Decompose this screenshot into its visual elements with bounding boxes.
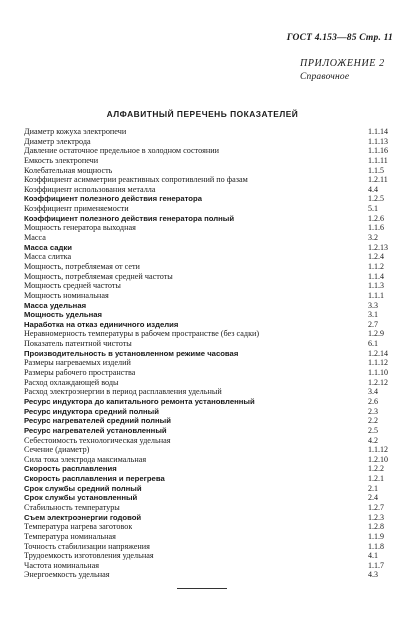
indicator-name: Скорость расплавления и перегрева xyxy=(24,474,165,484)
indicator-section-number: 1.2.1 xyxy=(368,474,384,484)
indicator-section-number: 3.2 xyxy=(368,233,378,243)
list-item xyxy=(24,503,396,513)
indicator-section-number: 1.2.2 xyxy=(368,464,384,474)
list-item xyxy=(24,407,396,417)
indicator-name: Мощность, потребляемая от сети xyxy=(24,261,140,271)
indicator-section-number: 1.1.16 xyxy=(368,146,388,156)
list-item xyxy=(24,416,396,426)
indicator-section-number: 1.1.7 xyxy=(368,560,384,570)
list-item xyxy=(24,243,396,253)
list-item xyxy=(24,570,396,580)
indicator-name: Производительность в установленном режиме часовая xyxy=(24,348,239,358)
list-item xyxy=(24,214,396,224)
list-item xyxy=(24,464,396,474)
list-item xyxy=(24,320,396,330)
indicator-section-number: 2.5 xyxy=(368,425,378,435)
list-item xyxy=(24,397,396,407)
indicator-name: Наработка на отказ единичного изделия xyxy=(24,319,179,329)
list-item xyxy=(24,127,396,137)
indicator-name: Масса удельная xyxy=(24,300,87,310)
indicator-section-number: 1.2.10 xyxy=(368,454,388,464)
list-item xyxy=(24,194,396,204)
page-title: АЛФАВИТНЫЙ ПЕРЕЧЕНЬ ПОКАЗАТЕЛЕЙ xyxy=(106,109,299,119)
indicator-section-number: 3.1 xyxy=(368,310,378,320)
list-item xyxy=(24,532,396,542)
indicator-name: Ресурс индуктора средний полный xyxy=(24,406,159,416)
indicator-section-number: 1.2.9 xyxy=(368,329,384,339)
appendix-title: ПРИЛОЖЕНИЕ 2 xyxy=(300,58,385,69)
indicator-section-number: 1.1.1 xyxy=(368,290,384,300)
list-item xyxy=(24,445,396,455)
indicator-name: Мощность средней частоты xyxy=(24,281,121,291)
indicator-section-number: 1.2.3 xyxy=(368,512,384,522)
indicator-section-number: 1.1.12 xyxy=(368,445,388,455)
indicator-name: Ресурс индуктора до капитального ремонта установленный xyxy=(24,396,255,406)
indicator-section-number: 1.2.11 xyxy=(368,175,388,185)
indicator-section-number: 2.2 xyxy=(368,416,378,426)
indicator-section-number: 4.3 xyxy=(368,570,378,580)
indicator-name: Температура номинальная xyxy=(24,531,116,541)
indicator-name: Размеры нагреваемых изделий xyxy=(24,358,131,368)
list-item xyxy=(24,204,396,214)
indicator-section-number: 1.2.4 xyxy=(368,252,384,262)
indicator-name: Съем электроэнергии годовой xyxy=(24,512,142,522)
indicator-section-number: 3.3 xyxy=(368,300,378,310)
list-item xyxy=(24,368,396,378)
indicator-name: Сечение (диаметр) xyxy=(24,445,90,455)
indicator-name: Мощность генератора выходная xyxy=(24,223,136,233)
indicator-name: Стабильность температуры xyxy=(24,502,120,512)
indicator-name: Частота номинальная xyxy=(24,560,99,570)
indicator-name: Мощность номинальная xyxy=(24,290,109,300)
indicator-section-number: 1.1.12 xyxy=(368,358,388,368)
indicator-section-number: 6.1 xyxy=(368,339,378,349)
list-item xyxy=(24,166,396,176)
list-item xyxy=(24,474,396,484)
indicator-section-number: 1.1.2 xyxy=(368,261,384,271)
indicator-section-number: 4.4 xyxy=(368,184,378,194)
indicator-name: Себестоимость технологическая удельная xyxy=(24,435,171,445)
list-item xyxy=(24,522,396,532)
list-item xyxy=(24,513,396,523)
indicator-section-number: 1.2.14 xyxy=(368,348,388,358)
list-item xyxy=(24,156,396,166)
indicator-section-number: 1.1.14 xyxy=(368,127,388,136)
indicator-section-number: 1.2.7 xyxy=(368,502,384,512)
indicator-name: Коэффициент применяемости xyxy=(24,204,129,214)
indicator-section-number: 1.1.3 xyxy=(368,281,384,291)
indicator-section-number: 1.1.5 xyxy=(368,165,384,175)
indicator-name: Энергоемкость удельная xyxy=(24,570,110,580)
indicator-name: Коэффициент использования металла xyxy=(24,184,156,194)
indicator-section-number: 1.2.8 xyxy=(368,522,384,532)
indicator-section-number: 1.2.12 xyxy=(368,377,388,387)
list-item xyxy=(24,175,396,185)
list-item xyxy=(24,262,396,272)
list-item xyxy=(24,252,396,262)
indicator-section-number: 1.1.8 xyxy=(368,541,384,551)
list-item xyxy=(24,493,396,503)
indicator-section-number: 1.1.13 xyxy=(368,136,388,146)
index-list xyxy=(24,127,396,580)
indicator-name: Ресурс нагревателей установленный xyxy=(24,425,167,435)
indicator-section-number: 4.1 xyxy=(368,551,378,561)
indicator-name: Температура нагрева заготовок xyxy=(24,522,133,532)
list-item xyxy=(24,378,396,388)
indicator-name: Масса xyxy=(24,233,46,243)
indicator-name: Давление остаточное предельное в холодном состоянии xyxy=(24,146,219,156)
indicator-name: Расход электроэнергии в период расплавления удельный xyxy=(24,387,222,397)
list-item xyxy=(24,551,396,561)
indicator-name: Показатель патентной чистоты xyxy=(24,339,132,349)
indicator-name: Диаметр кожуха электропечи xyxy=(24,127,127,136)
list-item xyxy=(24,301,396,311)
indicator-name: Ресурс нагревателей средний полный xyxy=(24,416,171,426)
list-item xyxy=(24,291,396,301)
indicator-name: Масса садки xyxy=(24,242,72,252)
list-item xyxy=(24,387,396,397)
indicator-section-number: 1.2.6 xyxy=(368,213,384,223)
indicator-name: Колебательная мощность xyxy=(24,165,113,175)
indicator-section-number: 1.1.10 xyxy=(368,368,388,378)
appendix-label xyxy=(300,58,385,82)
indicator-name: Размеры рабочего пространства xyxy=(24,368,136,378)
list-item xyxy=(24,233,396,243)
indicator-section-number: 2.3 xyxy=(368,406,378,416)
indicator-section-number: 4.2 xyxy=(368,435,378,445)
indicator-section-number: 2.4 xyxy=(368,493,378,503)
indicator-name: Масса слитка xyxy=(24,252,72,262)
list-item xyxy=(24,185,396,195)
list-item xyxy=(24,137,396,147)
indicator-name: Точность стабилизации напряжения xyxy=(24,541,150,551)
list-item xyxy=(24,436,396,446)
indicator-section-number: 1.2.13 xyxy=(368,242,388,252)
list-item xyxy=(24,484,396,494)
list-item xyxy=(24,329,396,339)
indicator-name: Трудоемкость изготовления удельная xyxy=(24,551,154,561)
indicator-name: Емкость электропечи xyxy=(24,155,99,165)
list-item xyxy=(24,223,396,233)
indicator-name: Скорость расплавления xyxy=(24,464,117,474)
indicator-section-number: 2.6 xyxy=(368,396,378,406)
indicator-section-number: 1.1.4 xyxy=(368,271,384,281)
list-item xyxy=(24,349,396,359)
list-item xyxy=(24,426,396,436)
page-header: ГОСТ 4.153—85 Стр. 11 xyxy=(286,33,393,43)
list-item xyxy=(24,561,396,571)
indicator-name: Коэффициент полезного действия генератора полный xyxy=(24,213,235,223)
indicator-name: Срок службы средний полный xyxy=(24,483,142,493)
indicator-name: Расход охлаждающей воды xyxy=(24,377,119,387)
indicator-name: Неравномерность температуры в рабочем пространстве (без садки) xyxy=(24,329,260,339)
indicator-section-number: 2.7 xyxy=(368,319,378,329)
indicator-name: Мощность, потребляемая средней частоты xyxy=(24,271,173,281)
list-item xyxy=(24,358,396,368)
indicator-name: Диаметр электрода xyxy=(24,136,91,146)
indicator-name: Сила тока электрода максимальная xyxy=(24,454,147,464)
list-item xyxy=(24,339,396,349)
list-item xyxy=(24,310,396,320)
indicator-section-number: 1.1.6 xyxy=(368,223,384,233)
indicator-section-number: 1.2.5 xyxy=(368,194,384,204)
end-rule xyxy=(177,588,227,589)
indicator-name: Срок службы установленный xyxy=(24,493,138,503)
list-item xyxy=(24,281,396,291)
indicator-section-number: 1.1.11 xyxy=(368,155,388,165)
list-item xyxy=(24,272,396,282)
indicator-section-number: 3.4 xyxy=(368,387,378,397)
list-item xyxy=(24,146,396,156)
indicator-section-number: 1.1.9 xyxy=(368,531,384,541)
indicator-section-number: 5.1 xyxy=(368,204,378,214)
list-item xyxy=(24,542,396,552)
indicator-name: Коэффициент полезного действия генератора xyxy=(24,194,202,204)
appendix-kind: Справочное xyxy=(300,72,350,82)
indicator-name: Коэффициент асимметрии реактивных сопротивлений по фазам xyxy=(24,175,248,185)
indicator-name: Мощность удельная xyxy=(24,310,102,320)
list-item xyxy=(24,455,396,465)
indicator-section-number: 2.1 xyxy=(368,483,378,493)
